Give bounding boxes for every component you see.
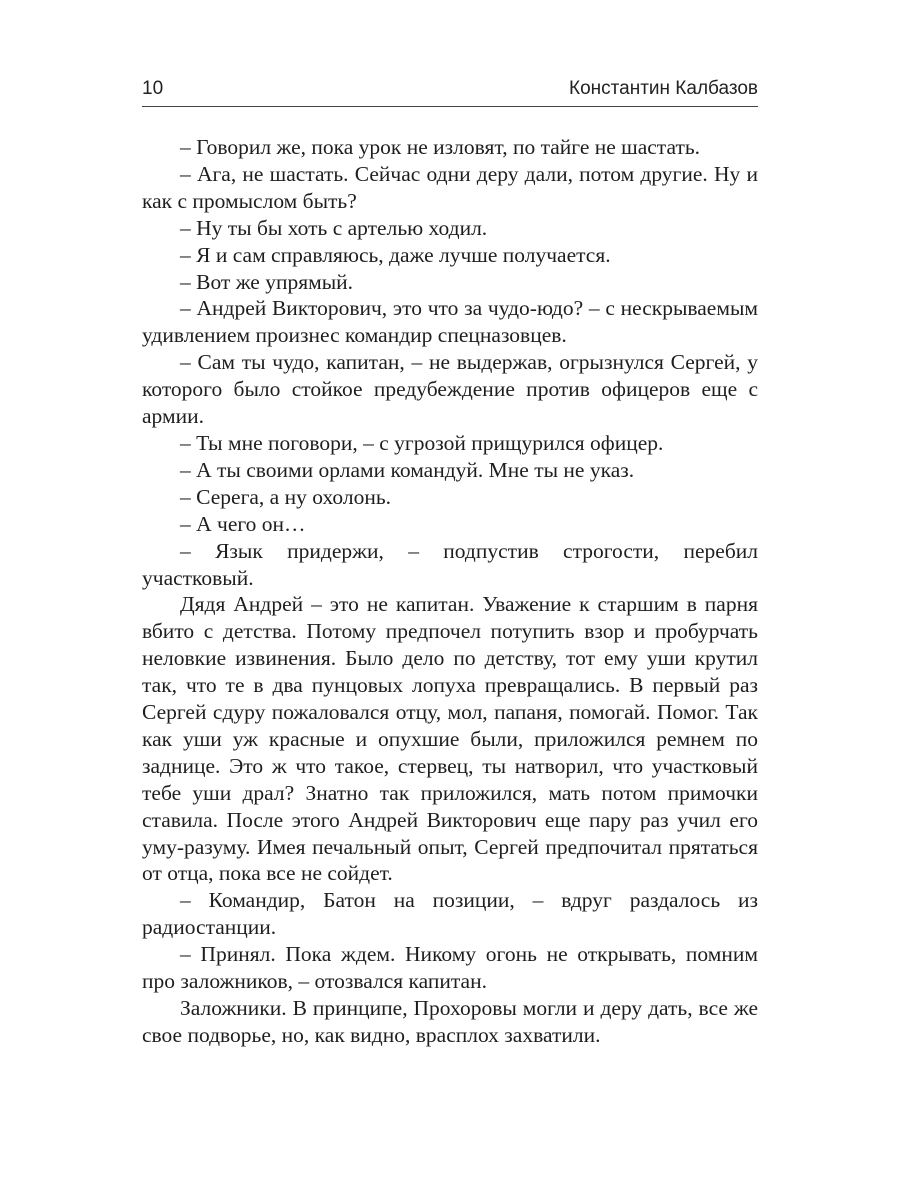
paragraph: – А ты своими орлами командуй. Мне ты не указ. bbox=[180, 457, 635, 482]
paragraph: – Сам ты чудо, капитан, – не выдержав, огрызнулся Сергей, у которого было стойкое предубеждение против офицеров еще с армии. bbox=[142, 350, 758, 429]
paragraph: – Принял. Пока ждем. Никому огонь не открывать, помним про заложников, – отозвался капитан. bbox=[142, 942, 758, 994]
paragraph: Дядя Андрей – это не капитан. Уважение к старшим в парня вбито с детства. Потому предпочел потупить взор и пробурчать неловкие извинения. Было дело по детству, тот ему уши крутил так, что те в два пунцовых лопуха превращались. В первый раз Сергей сдуру пожаловался отцу, мол, папаня, помогай. Помог. Так как уши уж красные и опухшие были, приложился ремнем по заднице. Это ж что такое, стервец, ты натворил, что участковый тебе уши драл? Знатно так приложился, мать потом примочки ставила. После этого Андрей Викторович еще пару раз учил его уму-разуму. Имея печальный опыт, Сергей предпочитал прятаться от отца, пока все не сойдет. bbox=[142, 592, 758, 886]
paragraph: Заложники. В принципе, Прохоровы могли и деру дать, все же свое подворье, но, как видно, врасплох захватили. bbox=[142, 996, 758, 1047]
paragraph: – Ты мне поговори, – с угрозой прищурился офицер. bbox=[180, 430, 664, 455]
page-number: 10 bbox=[142, 78, 164, 99]
paragraph: – Вот же упрямый. bbox=[180, 269, 354, 294]
paragraph: – Язык придержи, – подпустив строгости, перебил участковый. bbox=[142, 538, 758, 590]
paragraph: – Командир, Батон на позиции, – вдруг раздалось из радиостанции. bbox=[142, 888, 758, 940]
paragraph: – А чего он… bbox=[180, 511, 306, 536]
body-text bbox=[142, 134, 758, 1049]
running-head-author: Константин Калбазов bbox=[569, 78, 758, 99]
running-head bbox=[142, 76, 758, 102]
paragraph: – Андрей Викторович, это что за чудо-юдо? – с нескрываемым удивлением произнес командир спецназовцев. bbox=[142, 296, 758, 348]
paragraph: – Я и сам справляюсь, даже лучше получается. bbox=[180, 242, 611, 267]
header-rule bbox=[142, 106, 758, 107]
paragraph: – Ага, не шастать. Сейчас одни деру дали, потом другие. Ну и как с промыслом быть? bbox=[142, 161, 758, 213]
paragraph: – Ну ты бы хоть с артелью ходил. bbox=[180, 215, 488, 240]
paragraph: – Говорил же, пока урок не изловят, по тайге не шастать. bbox=[180, 135, 701, 159]
paragraph: – Серега, а ну охолонь. bbox=[180, 484, 392, 509]
book-page bbox=[142, 0, 758, 1200]
